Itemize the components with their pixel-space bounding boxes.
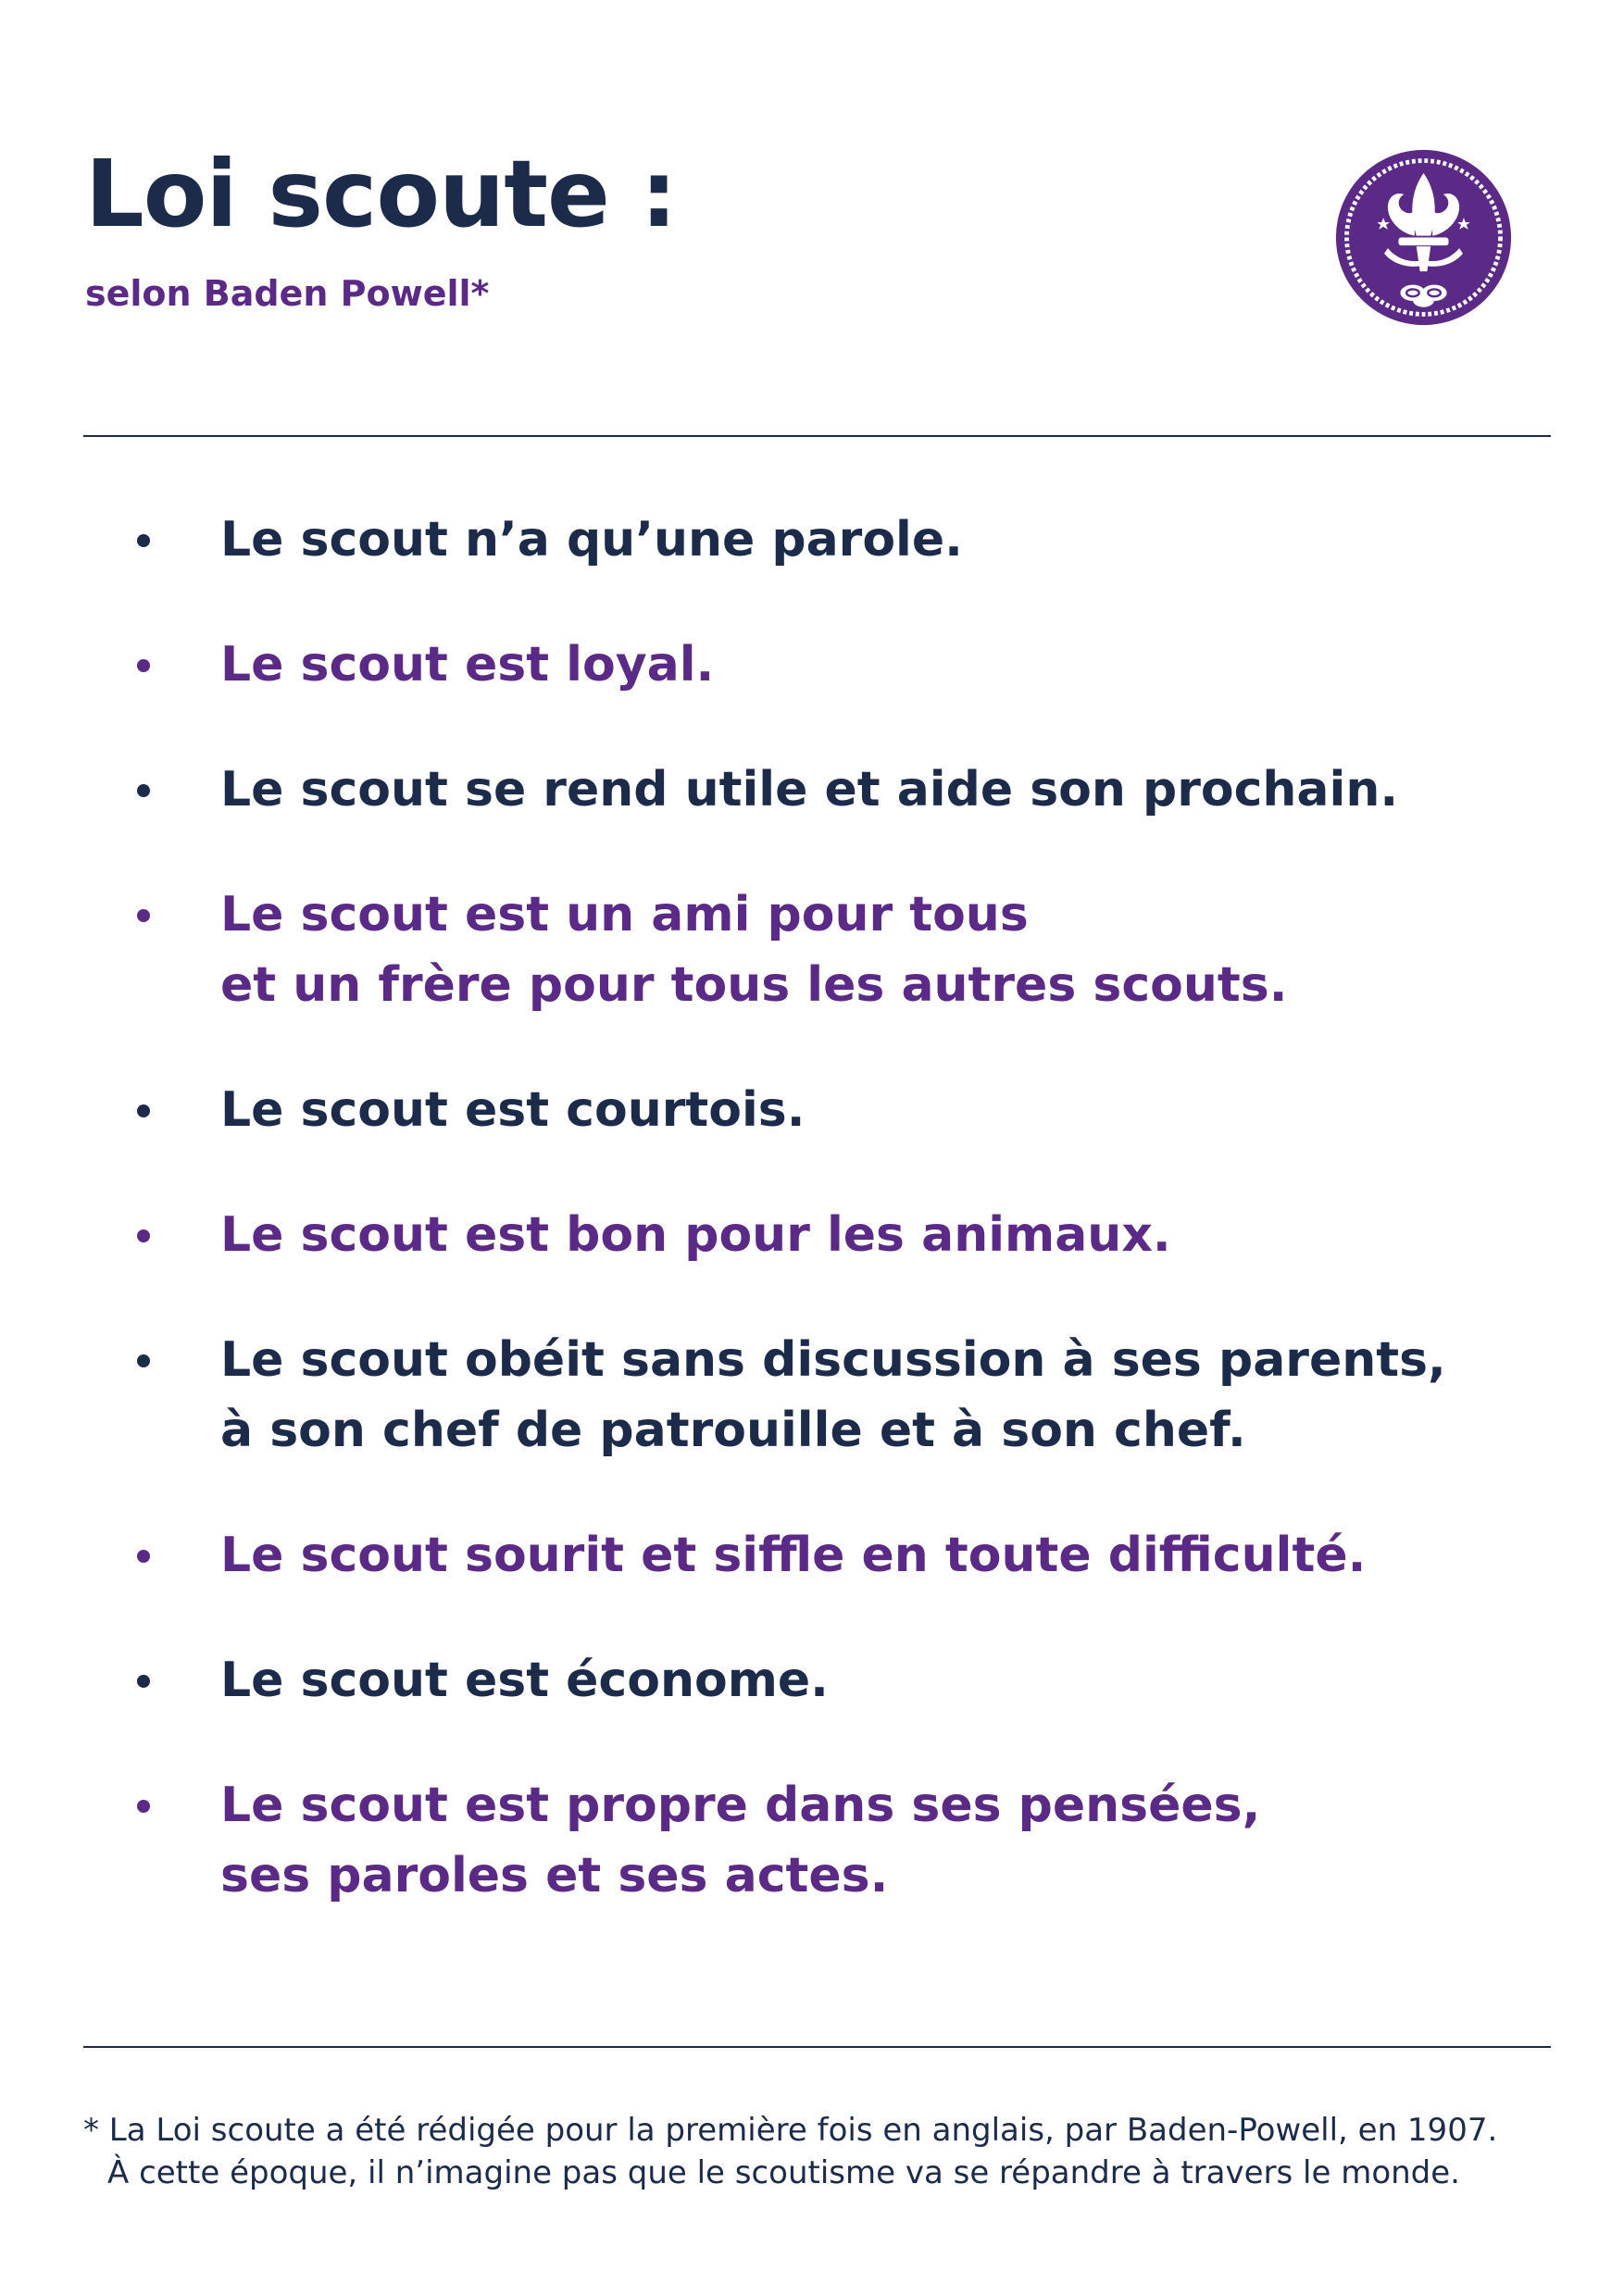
law-text-line: Le scout n’a qu’une parole. bbox=[220, 512, 963, 568]
law-item bbox=[0, 630, 1624, 700]
bullet-icon bbox=[137, 909, 150, 922]
bullet-icon bbox=[137, 1354, 150, 1367]
bullet-icon bbox=[137, 534, 150, 547]
bullet-icon bbox=[137, 1104, 150, 1117]
bullet-icon bbox=[137, 1675, 150, 1688]
law-item bbox=[0, 1645, 1624, 1716]
footnote-line: * La Loi scoute a été rédigée pour la première fois en anglais, par Baden-Powell, en 1907. bbox=[83, 2112, 1498, 2149]
law-text-line: Le scout obéit sans discussion à ses parents, bbox=[220, 1332, 1446, 1388]
law-item bbox=[0, 1200, 1624, 1270]
bullet-icon bbox=[137, 784, 150, 797]
bullet-icon bbox=[137, 1550, 150, 1563]
law-item bbox=[0, 1520, 1624, 1591]
law-item bbox=[0, 1325, 1624, 1466]
law-text-line: ses paroles et ses actes. bbox=[220, 1848, 889, 1903]
bottom-divider bbox=[83, 2046, 1551, 2048]
page-subtitle: selon Baden Powell* bbox=[85, 273, 490, 314]
law-item bbox=[0, 755, 1624, 825]
law-text-line: Le scout est propre dans ses pensées, bbox=[220, 1778, 1261, 1833]
bullet-icon bbox=[137, 1229, 150, 1242]
law-text-line: Le scout est loyal. bbox=[220, 637, 715, 693]
law-text-line: Le scout est économe. bbox=[220, 1653, 829, 1708]
bullet-icon bbox=[137, 659, 150, 672]
footnote-line: À cette époque, il n’imagine pas que le scoutisme va se répandre à travers le monde. bbox=[107, 2154, 1460, 2191]
fleur-de-lis-emblem-icon bbox=[1334, 148, 1513, 327]
top-divider bbox=[83, 435, 1551, 437]
law-text-line: Le scout est bon pour les animaux. bbox=[220, 1207, 1171, 1263]
law-text-line: Le scout est un ami pour tous bbox=[220, 887, 1029, 942]
law-text-line: Le scout se rend utile et aide son prochain. bbox=[220, 762, 1399, 817]
law-text-line: et un frère pour tous les autres scouts. bbox=[220, 957, 1288, 1013]
law-item bbox=[0, 880, 1624, 1020]
bullet-icon bbox=[137, 1800, 150, 1813]
law-item bbox=[0, 1770, 1624, 1911]
page-title: Loi scoute : bbox=[85, 140, 677, 248]
scout-law-list bbox=[0, 505, 1624, 1965]
footnote bbox=[83, 2109, 1565, 2194]
law-text-line: à son chef de patrouille et à son chef. bbox=[220, 1403, 1246, 1458]
law-text-line: Le scout est courtois. bbox=[220, 1082, 806, 1138]
law-item bbox=[0, 505, 1624, 575]
law-item bbox=[0, 1075, 1624, 1145]
law-text-line: Le scout sourit et siffle en toute difficulté. bbox=[220, 1528, 1367, 1583]
